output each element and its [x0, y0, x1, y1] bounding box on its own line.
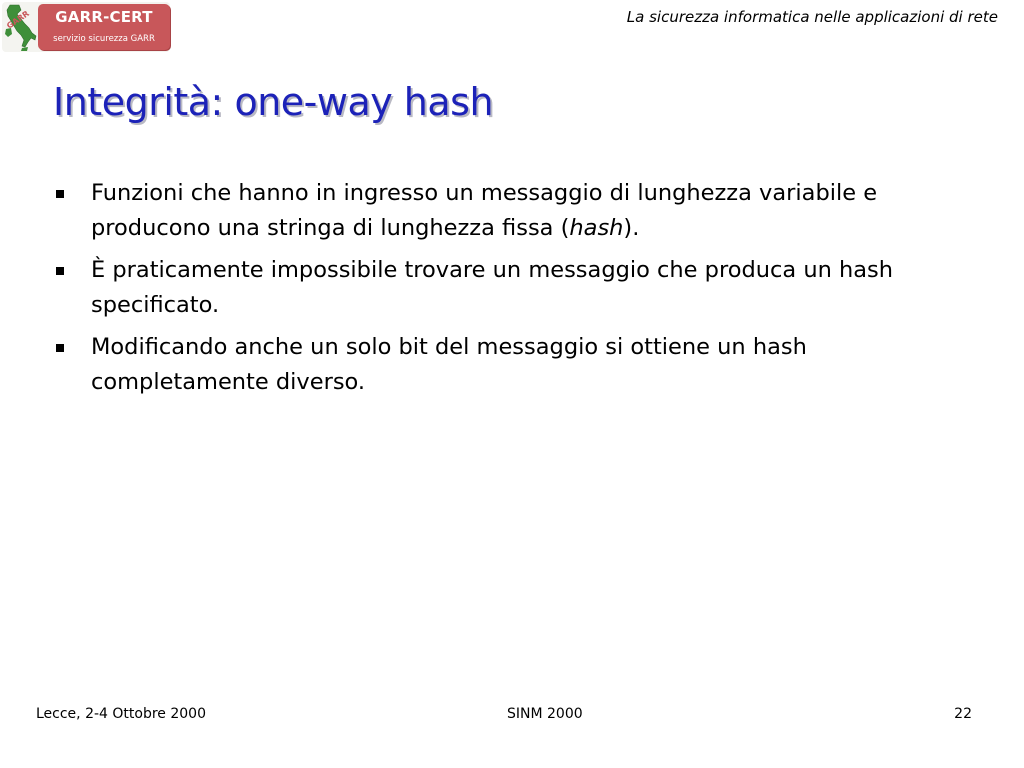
bullet-list — [55, 176, 985, 407]
logo-name: GARR-CERT — [55, 8, 153, 26]
svg-text:GARR: GARR — [5, 8, 31, 31]
bullet-item — [55, 330, 985, 400]
header-caption: La sicurezza informatica nelle applicazioni di rete — [626, 8, 998, 26]
garr-cert-logo — [2, 2, 170, 52]
logo-subtitle: servizio sicurezza GARR — [53, 34, 155, 44]
slide-title: Integrità: one-way hash — [53, 80, 494, 124]
italy-map-icon — [2, 2, 40, 52]
bullet-item — [55, 253, 985, 323]
bullet-text: Modificando anche un solo bit del messaggio si ottiene un hash completamente diverso. — [91, 334, 807, 395]
bullet-square-icon — [56, 344, 64, 352]
logo-badge — [38, 4, 170, 50]
bullet-text: Funzioni che hanno in ingresso un messaggio di lunghezza variabile e producono una stringa di lunghezza fissa (hash). — [91, 180, 878, 241]
bullet-square-icon — [56, 267, 64, 275]
hash-term: hash — [569, 215, 624, 241]
footer-event: SINM 2000 — [507, 706, 583, 722]
bullet-text: È praticamente impossibile trovare un messaggio che produca un hash specificato. — [91, 257, 894, 318]
page-number: 22 — [954, 706, 972, 722]
bullet-square-icon — [56, 190, 64, 198]
bullet-item — [55, 176, 985, 246]
footer-location-date: Lecce, 2-4 Ottobre 2000 — [36, 706, 206, 722]
